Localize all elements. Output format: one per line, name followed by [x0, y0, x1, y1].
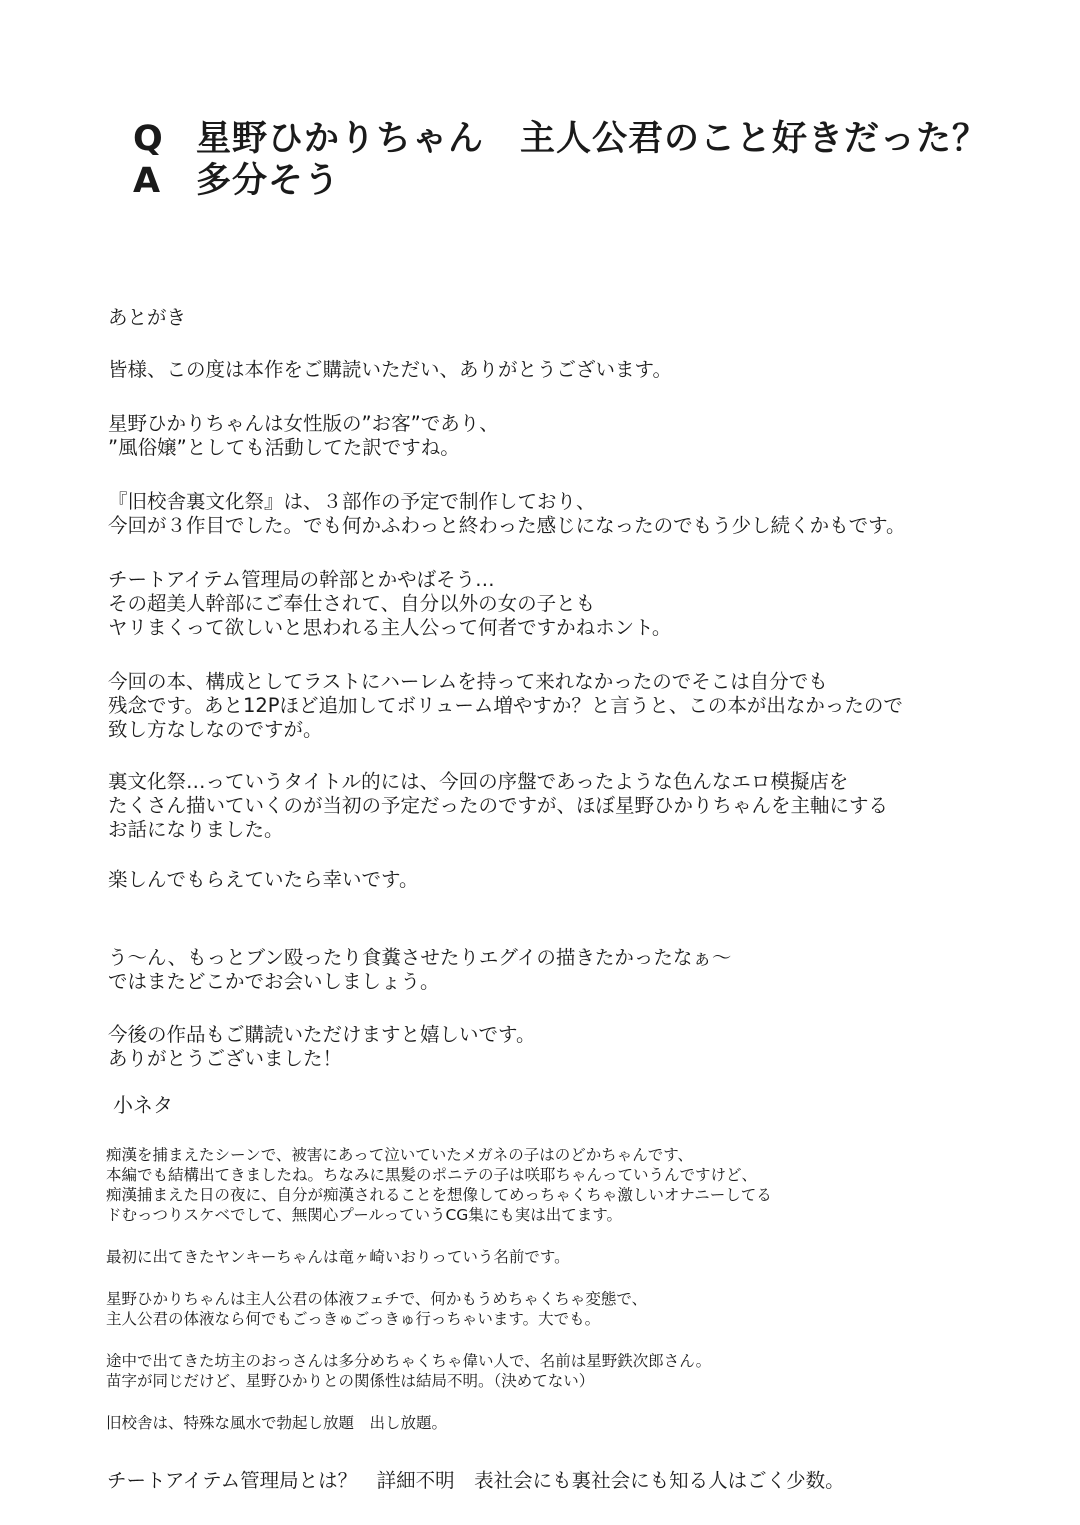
- text-line: 途中で出てきた坊主のおっさんは多分めちゃくちゃ偉い人で、名前は星野鉄次郎さん。: [106, 1352, 712, 1370]
- text-line: 旧校舎は、特殊な風水で勃起し放題 出し放題。: [106, 1414, 448, 1432]
- trivia-paragraph: [106, 1413, 772, 1433]
- trivia-heading: 小ネタ: [113, 1093, 173, 1117]
- text-line: 最初に出てきたヤンキーちゃんは竜ヶ崎いおりっていう名前です。: [106, 1248, 570, 1266]
- text-line: 致し方なしなのですが。: [108, 718, 323, 741]
- text-line: ドむっつりスケベでして、無関心プールっていうCG集にも実は出てます。: [106, 1206, 623, 1224]
- afterword-heading: あとがき: [108, 306, 187, 329]
- text-line: たくさん描いていくのが当初の予定だったのですが、ほぼ星野ひかりちゃんを主軸にする: [108, 794, 889, 817]
- footer-note: チートアイテム管理局とは？ 詳細不明 表社会にも裏社会にも知る人はごく少数。: [107, 1469, 845, 1492]
- afterword-paragraph: [108, 946, 906, 994]
- text-line: ヤリまくって欲しいと思われる主人公って何者ですかねホント。: [108, 616, 672, 639]
- text-line: その超美人幹部にご奉仕されて、自分以外の女の子とも: [108, 592, 596, 615]
- trivia-paragraph: [106, 1351, 772, 1391]
- text-line: 今回の本、構成としてラストにハーレムを持って来れなかったのでそこは自分でも: [108, 670, 828, 693]
- text-line: 今後の作品もご購読いただけますと嬉しいです。: [108, 1023, 536, 1046]
- answer-text: 多分そう: [196, 161, 341, 201]
- text-line: 皆様、この度は本作をご購読いただい、ありがとうございます。: [108, 358, 672, 381]
- text-line: チートアイテム管理局の幹部とかやばそう…: [108, 568, 495, 591]
- text-line: お話になりました。: [108, 818, 284, 841]
- afterword-paragraph: [108, 868, 906, 892]
- text-line: う～ん、もっとブン殴ったり食糞させたりエグイの描きたかったなぁ～: [108, 946, 732, 969]
- text-line: 裏文化祭…っていうタイトル的には、今回の序盤であったような色んなエロ模擬店を: [108, 770, 849, 793]
- trivia-paragraph: [106, 1145, 772, 1225]
- trivia-paragraph: [106, 1247, 772, 1267]
- text-line: ”風俗嬢”としても活動してた訳ですね。: [108, 436, 460, 459]
- text-line: 痴漢を捕まえたシーンで、被害にあって泣いていたメガネの子はのどかちゃんです、: [106, 1146, 693, 1164]
- text-line: 本編でも結構出てきましたね。ちなみに黒髪のポニテの子は咲耶ちゃんっていうんですけど、: [106, 1166, 758, 1184]
- afterword-paragraph: [108, 670, 906, 742]
- text-line: 星野ひかりちゃんは女性版の”お客”であり、: [108, 412, 499, 435]
- text-line: 苗字が同じだけど、星野ひかりとの関係性は結局不明。（決めてない）: [106, 1372, 595, 1390]
- answer-line: [133, 160, 988, 202]
- afterword-paragraph: [108, 412, 906, 460]
- trivia-section: [106, 1145, 772, 1433]
- question-line: [133, 118, 988, 160]
- text-line: 楽しんでもらえていたら幸いです。: [108, 868, 419, 891]
- afterword-section: [108, 306, 906, 1071]
- trivia-paragraph: [106, 1289, 772, 1329]
- afterword-paragraph: [108, 490, 906, 538]
- text-line: 残念です。あと12Pほど追加してボリューム増やすか？と言うと、この本が出なかったので: [108, 694, 903, 717]
- text-line: 星野ひかりちゃんは主人公君の体液フェチで、何かもうめちゃくちゃ変態で、: [106, 1290, 648, 1308]
- answer-mark-label: A: [133, 161, 162, 201]
- afterword-paragraph: [108, 770, 906, 842]
- afterword-paragraph: [108, 1023, 906, 1071]
- text-line: 今回が３作目でした。でも何かふわっと終わった感じになったのでもう少し続くかもです。: [108, 514, 906, 537]
- text-line: 主人公君の体液なら何でもごっきゅごっきゅ行っちゃいます。大でも。: [106, 1310, 601, 1328]
- afterword-paragraph: [108, 358, 906, 382]
- text-line: 『旧校舎裏文化祭』は、３部作の予定で制作しており、: [108, 490, 596, 513]
- question-text: 星野ひかりちゃん 主人公君のこと好きだった？: [196, 119, 989, 159]
- text-line: 痴漢捕まえた日の夜に、自分が痴漢されることを想像してめっちゃくちゃ激しいオナニーしてる: [106, 1186, 772, 1204]
- text-line: ありがとうございました！: [108, 1047, 343, 1070]
- qa-block: [133, 118, 988, 202]
- question-mark-label: Q: [133, 119, 164, 159]
- text-line: ではまたどこかでお会いしましょう。: [108, 970, 440, 993]
- afterword-paragraph: [108, 568, 906, 640]
